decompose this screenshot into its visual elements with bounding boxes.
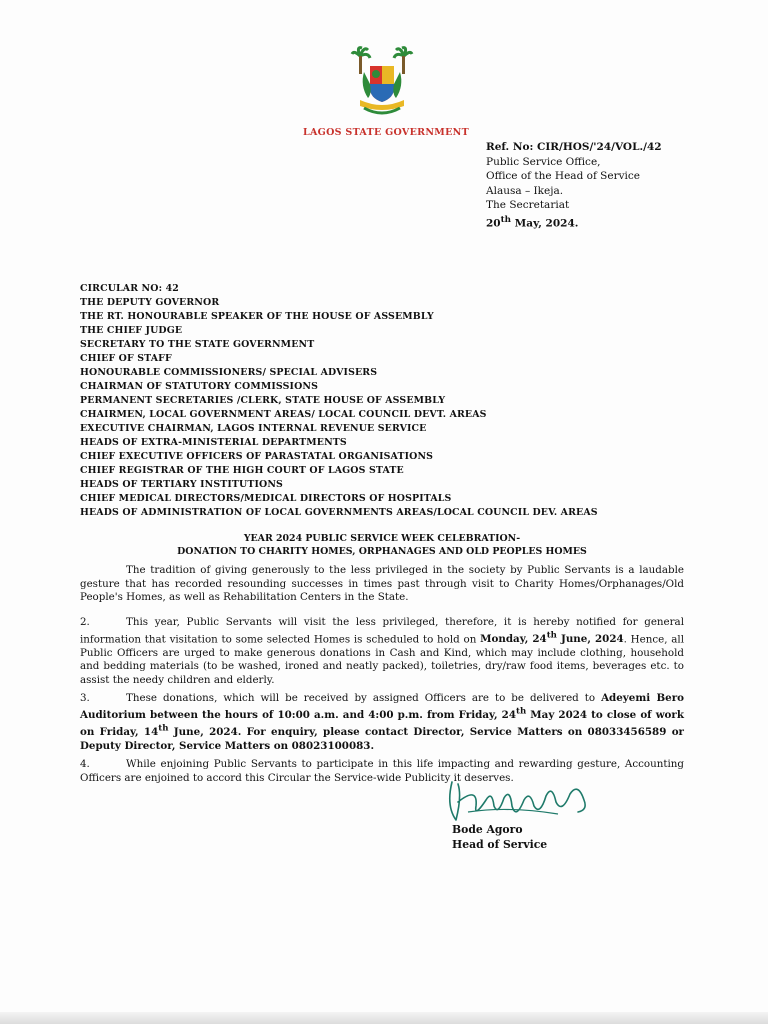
paragraph-2-text-b: . Hence, all Public Officers are urged to make generous donations in Cash and Kind, which may include clothing, household and bedding materials (to be washed, ironed and neatly packed), toiletries, dry/raw food items, beverages etc. to assist the needy children and elderly.	[80, 633, 684, 686]
paragraph-number: 4.	[80, 758, 90, 770]
date-line	[486, 213, 662, 231]
paragraph-3	[80, 692, 684, 753]
paragraph-4-text: While enjoining Public Servants to participate in this life impacting and rewarding gesture, Accounting Officers are enjoined to accord this Circular the Service-wide Publicity it deserves.	[80, 758, 684, 784]
recipient-item: EXECUTIVE CHAIRMAN, LAGOS INTERNAL REVENUE SERVICE	[80, 423, 427, 434]
recipient-item: CHIEF MEDICAL DIRECTORS/MEDICAL DIRECTORS OF HOSPITALS	[80, 493, 452, 504]
delivery-details-a: Adeyemi Bero Auditorium between the hours of 10:00 a.m. and 4:00 p.m. from Friday, 24	[80, 692, 684, 722]
recipient-item: SECRETARY TO THE STATE GOVERNMENT	[80, 339, 315, 350]
delivery-details-b: May 2024 to close of work on Friday, 14	[80, 709, 684, 739]
recipient-item: HEADS OF EXTRA-MINISTERIAL DEPARTMENTS	[80, 437, 347, 448]
address-line: Alausa – Ikeja.	[486, 184, 564, 197]
date-suffix: th	[500, 214, 512, 225]
event-date-suffix: th	[546, 630, 557, 641]
subject-line-2: DONATION TO CHARITY HOMES, ORPHANAGES AND OLD PEOPLES HOMES	[177, 546, 587, 557]
handwritten-signature	[438, 776, 598, 826]
paragraph-1-text: The tradition of giving generously to the less privileged in the society by Public Servants is a laudable gesture that has recorded resounding successes in times past through visit to Charity Homes/Orphanages/Old People's Homes, as well as Rehabilitation Centers in the State.	[80, 564, 684, 604]
government-name: LAGOS STATE GOVERNMENT	[303, 127, 470, 138]
recipient-item: CHAIRMAN OF STATUTORY COMMISSIONS	[80, 381, 319, 392]
date-rest: May, 2024.	[511, 217, 579, 229]
event-date-day: Monday, 24	[480, 633, 547, 646]
event-date	[480, 630, 624, 646]
recipient-item: HEADS OF TERTIARY INSTITUTIONS	[80, 479, 283, 490]
signatory-block	[452, 823, 547, 852]
paragraph-2-text-a: This year, Public Servants will visit the less privileged, therefore, it is hereby notified for general information that visitation to some selected Homes is scheduled to hold on	[80, 616, 684, 646]
signatory-name: Bode Agoro	[452, 823, 523, 836]
lagos-state-coat-of-arms-logo	[350, 44, 414, 120]
date-suffix: th	[158, 723, 169, 734]
delivery-details-c: June, 2024. For enquiry, please contact Director, Service Matters on 08033456589 or Deputy Director, Service Matters on 08023100083.	[80, 726, 684, 752]
date-suffix: th	[515, 706, 527, 717]
address-line: Office of the Head of Service	[486, 170, 640, 182]
reference-block	[486, 140, 662, 231]
reference-number: Ref. No: CIR/HOS/'24/VOL./42	[486, 141, 662, 153]
recipient-item: THE CHIEF JUDGE	[80, 325, 183, 336]
recipient-item: CHIEF REGISTRAR OF THE HIGH COURT OF LAGOS STATE	[80, 465, 404, 476]
signatory-title: Head of Service	[452, 837, 548, 851]
subject-line-1: YEAR 2024 PUBLIC SERVICE WEEK CELEBRATION-	[243, 533, 521, 544]
paragraph-number: 3.	[80, 692, 90, 704]
recipient-item: CHIEF OF STAFF	[80, 353, 172, 364]
recipient-item: PERMANENT SECRETARIES /CLERK, STATE HOUSE OF ASSEMBLY	[80, 395, 446, 406]
address-line: The Secretariat	[486, 199, 570, 211]
circular-number: CIRCULAR NO: 42	[80, 283, 179, 294]
recipient-item: CHIEF EXECUTIVE OFFICERS OF PARASTATAL ORGANISATIONS	[80, 451, 434, 462]
recipients-list	[80, 282, 598, 520]
address-line: Public Service Office,	[486, 155, 601, 168]
recipient-item: CHAIRMEN, LOCAL GOVERNMENT AREAS/ LOCAL COUNCIL DEVT. AREAS	[80, 409, 487, 420]
paragraph-number: 2.	[80, 616, 90, 628]
date-day: 20	[486, 217, 501, 229]
event-date-rest: June, 2024	[556, 633, 624, 646]
paragraph-3-text-a: These donations, which will be received by assigned Officers are to be delivered to	[126, 692, 602, 704]
recipient-item: THE RT. HONOURABLE SPEAKER OF THE HOUSE OF ASSEMBLY	[80, 311, 434, 322]
paragraph-1	[80, 564, 684, 605]
recipient-item: HONOURABLE COMMISSIONERS/ SPECIAL ADVISERS	[80, 367, 378, 378]
subject-heading	[80, 532, 684, 558]
paragraph-2	[80, 616, 684, 687]
recipient-item: THE DEPUTY GOVERNOR	[80, 297, 220, 308]
page-bottom-edge	[0, 1012, 768, 1024]
recipient-item: HEADS OF ADMINISTRATION OF LOCAL GOVERNMENTS AREAS/LOCAL COUNCIL DEV. AREAS	[80, 507, 598, 518]
